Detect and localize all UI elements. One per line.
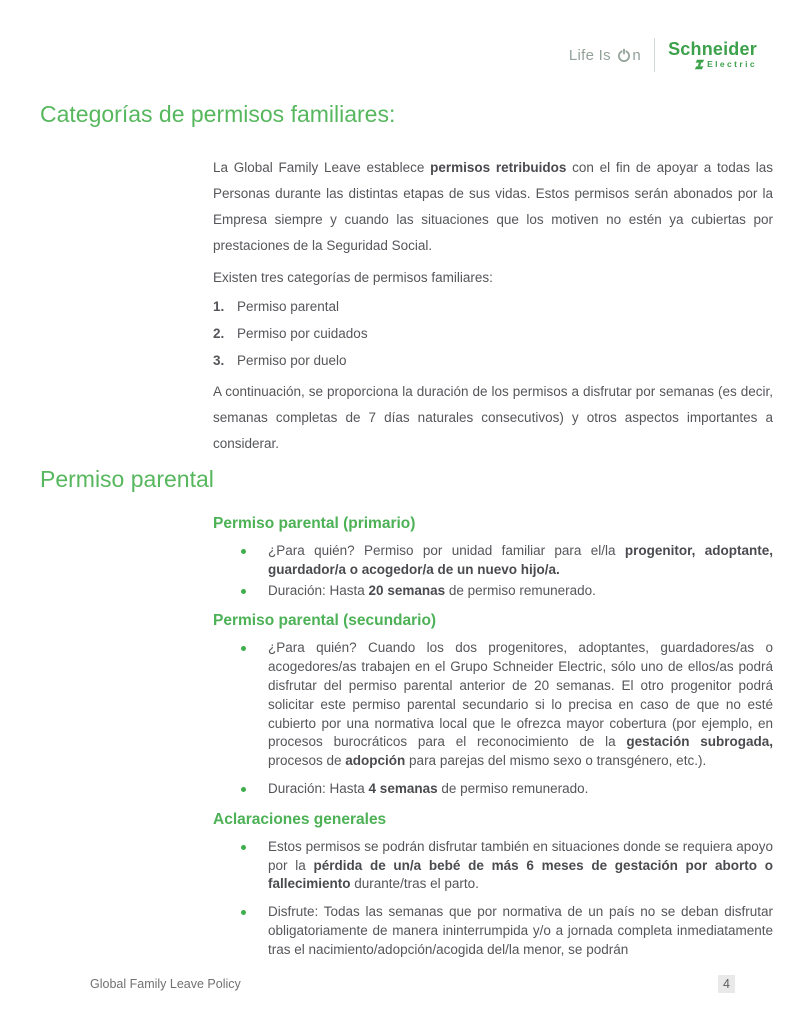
- list-number: 1.: [213, 299, 225, 314]
- aclaraciones-bullet-list: [213, 838, 773, 960]
- bullet-bold: gestación subrogada,: [626, 734, 773, 750]
- subheading-secundario: Permiso parental (secundario): [213, 612, 437, 630]
- bullet-item: [213, 542, 773, 580]
- tagline-text-n: n: [632, 46, 642, 64]
- body-column: [213, 512, 773, 960]
- footer-title: Global Family Leave Policy: [90, 977, 241, 991]
- primario-bullet-list: [213, 542, 773, 600]
- list-label: Permiso parental: [237, 299, 340, 314]
- bullet-text: Duración: Hasta: [268, 780, 369, 796]
- tagline-text: Life Is: [568, 46, 616, 64]
- logo-electric-text: Electric: [707, 59, 757, 70]
- bullet-icon: [241, 910, 246, 915]
- bullet-item: [213, 838, 773, 894]
- list-label: Permiso por cuidados: [237, 326, 368, 341]
- power-icon: [617, 48, 631, 63]
- bullet-icon: [241, 549, 246, 554]
- list-item: [213, 324, 773, 344]
- secundario-bullet-list: [213, 639, 773, 798]
- bullet-icon: [241, 646, 246, 651]
- bullet-bold: pérdida de un/a bebé de más 6 meses de gestación por aborto o fallecimiento: [268, 857, 773, 892]
- bullet-item: [213, 903, 773, 959]
- bullet-text: para parejas del mismo sexo o transgénero, etc.).: [405, 753, 707, 769]
- bullet-icon: [241, 787, 246, 792]
- intro-paragraph-1: [213, 155, 773, 259]
- brand-divider: [654, 38, 655, 72]
- paragraph-text: La Global Family Leave establece: [213, 160, 431, 175]
- bullet-bold: 20 semanas: [368, 582, 446, 598]
- bullet-bold: progenitor, adoptante, guardador/a o acogedor/a de un nuevo hijo/a.: [268, 543, 773, 577]
- schneider-s-icon: [694, 59, 705, 70]
- bullet-text: Disfrute: Todas las semanas que por normativa de un país no se deban disfrutar obligatoriamente de manera ininterrumpida y/o a jornada completa inmediatamente tras el nacimiento/adopción/acogida del/la menor, se podrán: [268, 904, 773, 957]
- bullet-text: Estos permisos se podrán disfrutar también en situaciones donde se requiera apoyo por la: [268, 838, 773, 873]
- life-is-on-tagline: [569, 47, 641, 64]
- paragraph-text: con el fin de apoyar a todas las Personas durante las distintas etapas de sus vidas. Estos permisos serán abonados por la Empresa siempre y cuando las situaciones que los motiven no estén ya cubiertas por prestaciones de la Seguridad Social.: [213, 160, 773, 253]
- bullet-text: Duración: Hasta: [268, 582, 369, 598]
- bullet-text: de permiso remunerado.: [445, 582, 596, 598]
- heading-permiso-parental: Permiso parental: [40, 466, 214, 492]
- bullet-text: ¿Para quién? Permiso por unidad familiar para el/la: [268, 543, 625, 558]
- page-footer: [90, 975, 735, 993]
- bullet-icon: [241, 589, 246, 594]
- list-label: Permiso por duelo: [237, 353, 347, 368]
- logo-subrow: [694, 59, 757, 70]
- intro-paragraph-2: Existen tres categorías de permisos familiares:: [213, 270, 493, 285]
- subheading-primario: Permiso parental (primario): [213, 515, 416, 532]
- paragraph-bold: permisos retribuidos: [430, 160, 567, 175]
- bullet-text: de permiso remunerado.: [437, 780, 589, 796]
- bullet-text: durante/tras el parto.: [350, 876, 479, 892]
- intro-paragraph-3: A continuación, se proporciona la duración de los permisos a disfrutar por semanas (es decir, semanas completas de 7 días naturales consecutivos) y otros aspectos importantes a considerar.: [213, 384, 773, 451]
- bullet-item: [213, 780, 773, 799]
- list-number: 2.: [213, 326, 225, 341]
- page-number: 4: [718, 975, 735, 993]
- logo-wordmark: Schneider: [668, 39, 757, 59]
- bullet-item: [213, 582, 773, 601]
- heading-categorias: Categorías de permisos familiares:: [40, 101, 396, 127]
- list-item: [213, 351, 773, 371]
- intro-column: [213, 155, 773, 463]
- bullet-item: [213, 639, 773, 771]
- bullet-bold: adopción: [345, 753, 406, 769]
- bullet-bold: 4 semanas: [368, 780, 438, 796]
- bullet-text: ¿Para quién? Cuando los dos progenitores, adoptantes, guardadores/as o acogedores/as trabajen en el Grupo Schneider Electric, sólo uno de ellos/as podrá disfrutar del permiso parental anterior de 20 semanas. El otro progenitor podrá solicitar este permiso parental secundario si lo precisa en caso de que no esté cubierto por una normativa local que le ofrezca mayor cobertura (por ejemplo, en procesos burocráticos para el reconocimiento de la: [268, 640, 773, 750]
- schneider-electric-logo: [668, 40, 757, 70]
- list-number: 3.: [213, 353, 225, 368]
- bullet-icon: [241, 845, 246, 850]
- bullet-text: procesos de: [268, 753, 346, 769]
- subheading-aclaraciones: Aclaraciones generales: [213, 810, 387, 828]
- list-item: [213, 297, 773, 317]
- brand-header: [569, 38, 757, 72]
- category-numbered-list: [213, 297, 773, 371]
